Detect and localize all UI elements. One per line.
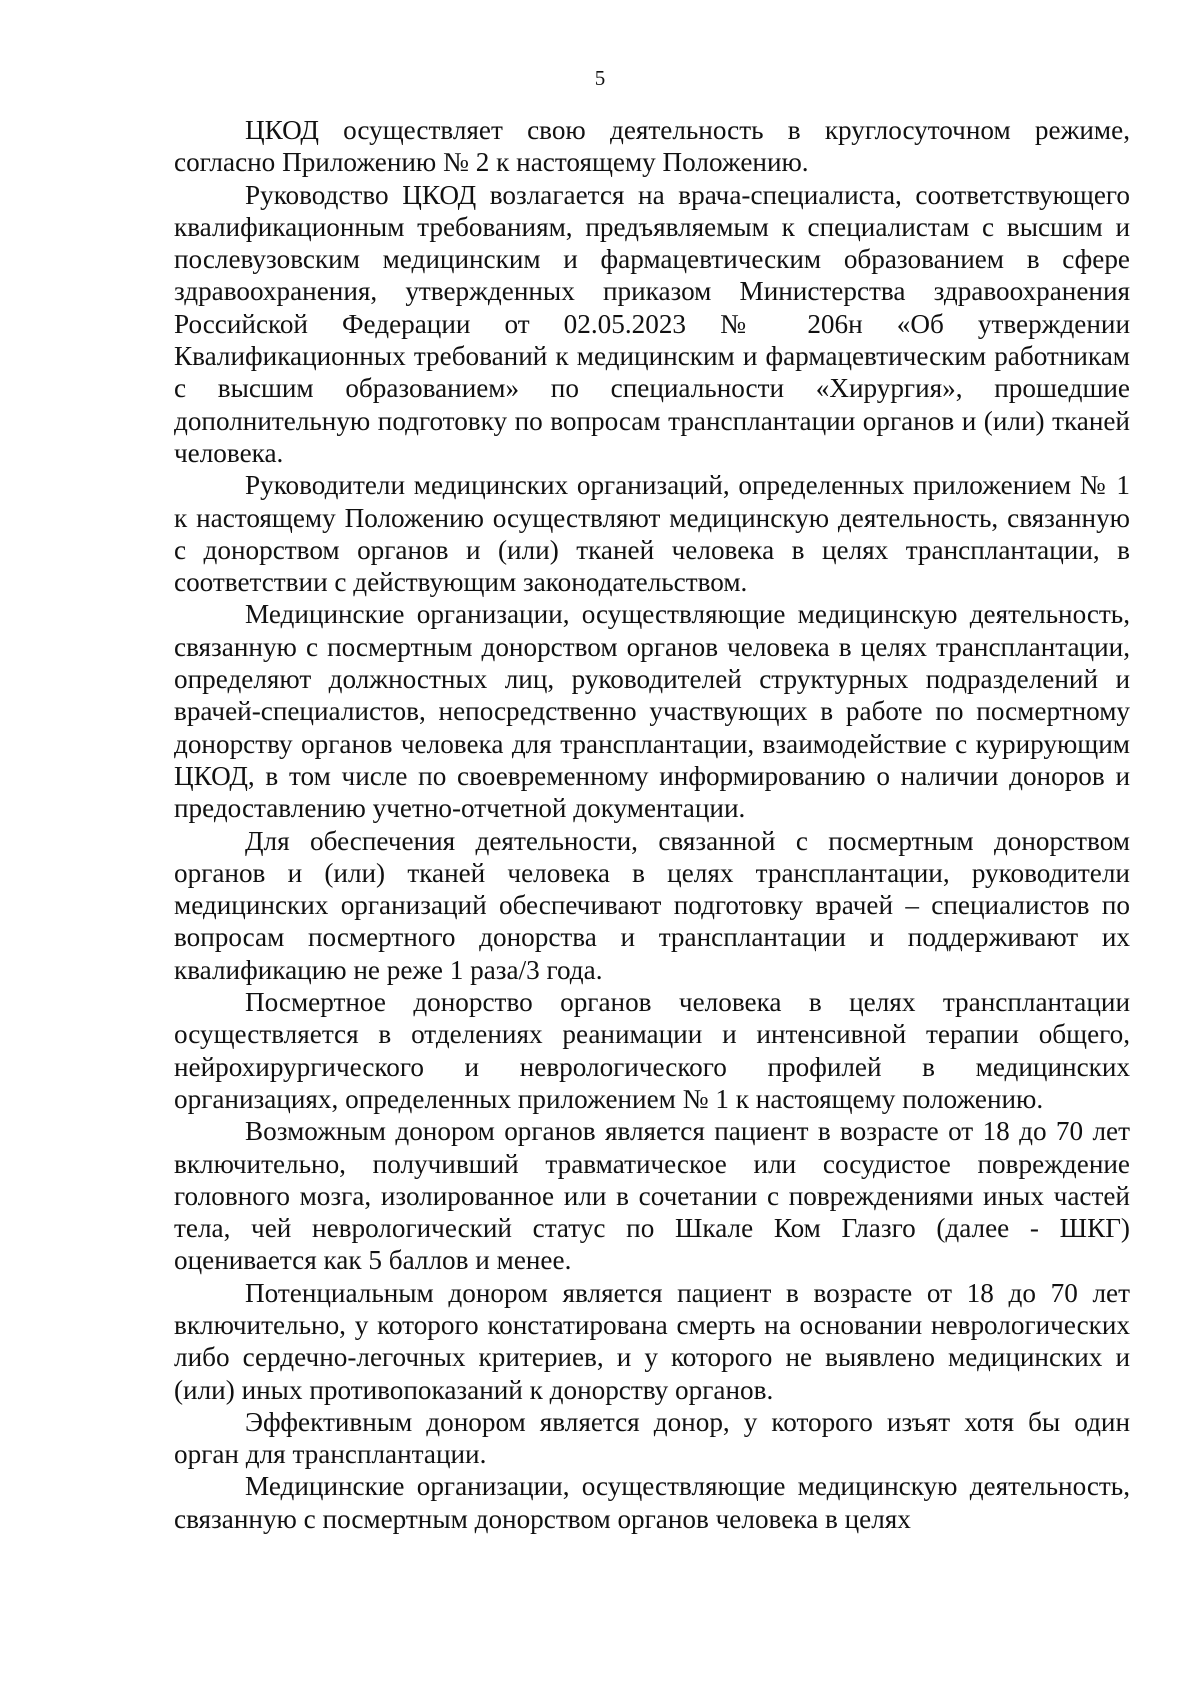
paragraph-donation-departments: Посмертное донорство органов человека в целях трансплантации осуществляется в отделениях реанимации и интенсивной терапии общего, нейрохирургического и неврологического профилей в медицинских организациях, определенных приложением № 1 к настоящему положению. xyxy=(174,987,1130,1114)
paragraph-organization-heads: Руководители медицинских организаций, определенных приложением № 1 к настоящему Положению осуществляют медицинскую деятельность, связанную с донорством органов и (или) тканей человека в целях трансплантации, в соответствии с действующим законодательством. xyxy=(174,470,1130,598)
paragraph-possible-donor: Возможным донором органов является пациент в возрасте от 18 до 70 лет включительно, получивший травматическое или сосудистое повреждение головного мозга, изолированное или в сочетании с повреждениями иных частей тела, чей неврологический статус по Шкале Ком Глазго (далее - ШКГ) оценивается как 5 баллов и менее. xyxy=(174,1116,1130,1276)
paragraph-ckod-management: Руководство ЦКОД возлагается на врача-специалиста, соответствующего квалификационным требованиям, предъявляемым к специалистам с высшим и послевузовским медицинским и фармацевтическим образованием в сфере здравоохранения, утвержденных приказом Министерства здравоохранения Российской Федерации от 02.05.2023 № 206н «Об утверждении Квалификационных требований к медицинским и фармацевтическим работникам с высшим образованием» по специальности «Хирургия», прошедшие дополнительную подготовку по вопросам трансплантации органов и (или) тканей человека. xyxy=(174,179,1130,468)
paragraph-potential-donor: Потенциальным донором является пациент в возрасте от 18 до 70 лет включительно, у которого констатирована смерть на основании неврологических либо сердечно-легочных критериев, и у которого не выявлено медицинских и (или) иных противопоказаний к донорству органов. xyxy=(174,1277,1130,1405)
paragraph-medical-organizations-continued: Медицинские организации, осуществляющие медицинскую деятельность, связанную с посмертным донорством органов человека в целях xyxy=(174,1471,1130,1534)
page-number: 5 xyxy=(594,66,606,90)
paragraph-responsible-persons: Медицинские организации, осуществляющие медицинскую деятельность, связанную с посмертным донорством органов человека в целях трансплантации, определяют должностных лиц, руководителей структурных подразделений и врачей-специалистов, непосредственно участвующих в работе по посмертному донорству органов человека для трансплантации, взаимодействие с курирующим ЦКОД, в том числе по своевременному информированию о наличии доноров и предоставлению учетно-отчетной документации. xyxy=(174,599,1130,824)
paragraph-staff-training: Для обеспечения деятельности, связанной с посмертным донорством органов и (или) тканей человека в целях трансплантации, руководители медицинских организаций обеспечивают подготовку врачей – специалистов по вопросам посмертного донорства и трансплантации и поддерживают их квалификацию не реже 1 раза/3 года. xyxy=(174,825,1130,985)
document-body xyxy=(174,114,1130,1535)
paragraph-effective-donor: Эффективным донором является донор, у которого изъят хотя бы один орган для трансплантации. xyxy=(174,1406,1130,1470)
paragraph-ckod-schedule: ЦКОД осуществляет свою деятельность в круглосуточном режиме, согласно Приложению № 2 к настоящему Положению. xyxy=(174,115,1130,178)
